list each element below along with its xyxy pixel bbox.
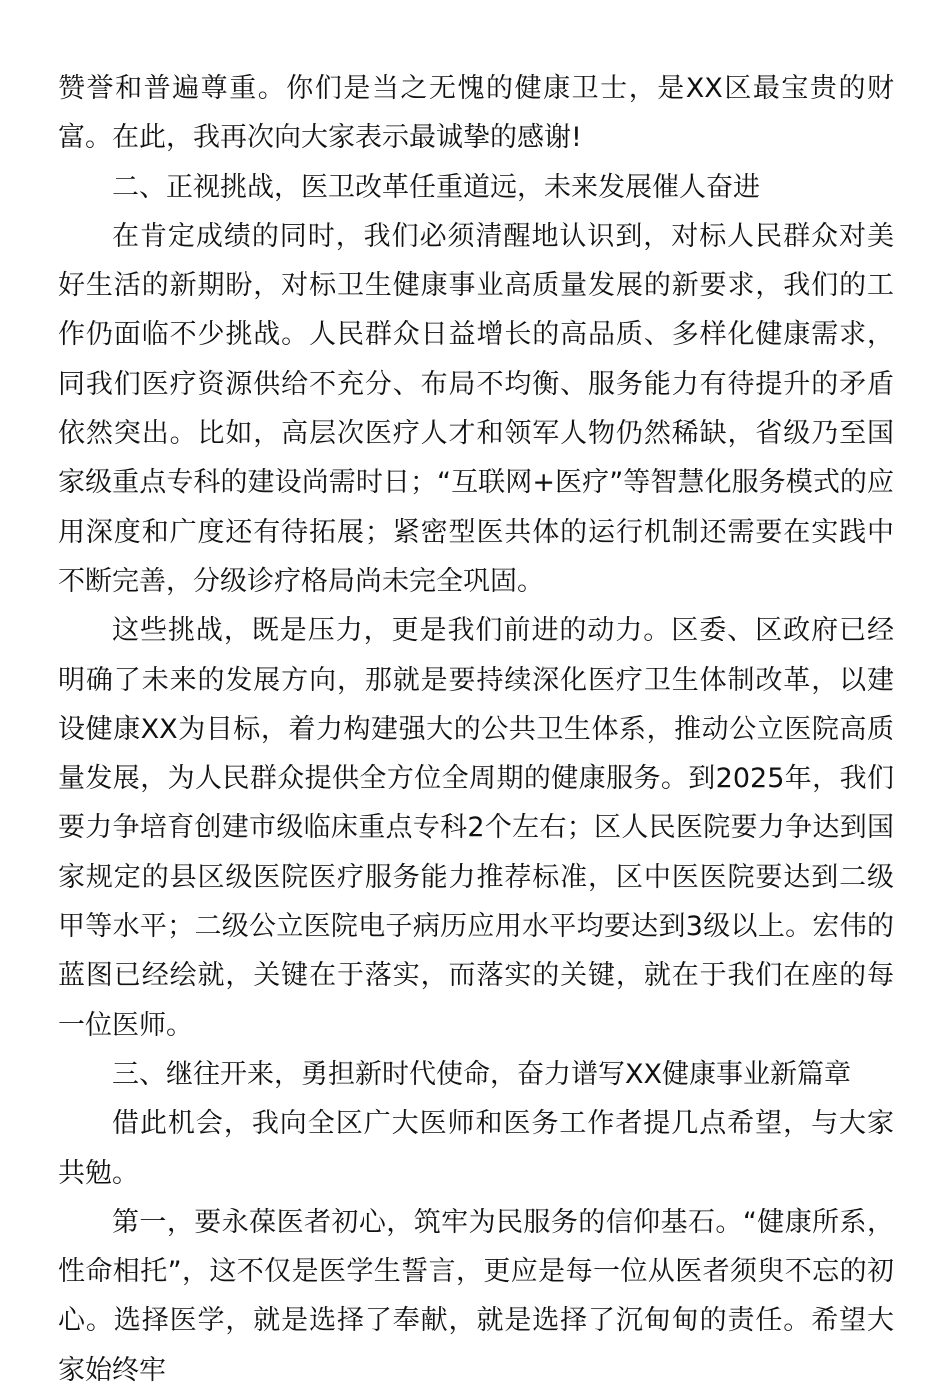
section-heading-3: 三、继往开来，勇担新时代使命，奋力谱写XX健康事业新篇章 bbox=[112, 1058, 851, 1090]
paragraph-direction: 这些挑战，既是压力，更是我们前进的动力。区委、区政府已经明确了未来的发展方向，那就是要持续深化医疗卫生体制改革，以建设健康XX为目标，着力构建强大的公共卫生体系，推动公立医院高质量发展，为人民群众提供全方位全周期的健康服务。到2025年，我们要力争培育创建市级临床重点专科2个左右；区人民医院要力争达到国家规定的县区级医院医疗服务能力推荐标准，区中医医院要达到二级甲等水平；二级公立医院电子病历应用水平均要达到3级以上。宏伟的蓝图已经绘就，关键在于落实，而落实的关键，就在于我们在座的每一位医师。 bbox=[58, 615, 894, 1041]
section-heading-2: 二、正视挑战，医卫改革任重道远，未来发展催人奋进 bbox=[112, 171, 760, 203]
paragraph-challenges: 在肯定成绩的同时，我们必须清醒地认识到，对标人民群众对美好生活的新期盼，对标卫生健康事业高质量发展的新要求，我们的工作仍面临不少挑战。人民群众日益增长的高品质、多样化健康需求，同我们医疗资源供给不充分、布局不均衡、服务能力有待提升的矛盾依然突出。比如，高层次医疗人才和领军人物仍然稀缺，省级乃至国家级重点专科的建设尚需时日；“互联网+医疗”等智慧化服务模式的应用深度和广度还有待拓展；紧密型医共体的运行机制还需要在实践中不断完善，分级诊疗格局尚未完全巩固。 bbox=[58, 220, 894, 597]
document-body bbox=[58, 64, 894, 1395]
paragraph-first-hope: 第一，要永葆医者初心，筑牢为民服务的信仰基石。“健康所系，性命相托”，这不仅是医学生誓言，更应是每一位从医者须臾不忘的初心。选择医学，就是选择了奉献，就是选择了沉甸甸的责任。希望大家始终牢 bbox=[58, 1206, 894, 1386]
paragraph-continued: 赞誉和普遍尊重。你们是当之无愧的健康卫士，是XX区最宝贵的财富。在此，我再次向大家表示最诚挚的感谢! bbox=[58, 73, 894, 154]
paragraph-hopes-intro: 借此机会，我向全区广大医师和医务工作者提几点希望，与大家共勉。 bbox=[58, 1108, 894, 1189]
